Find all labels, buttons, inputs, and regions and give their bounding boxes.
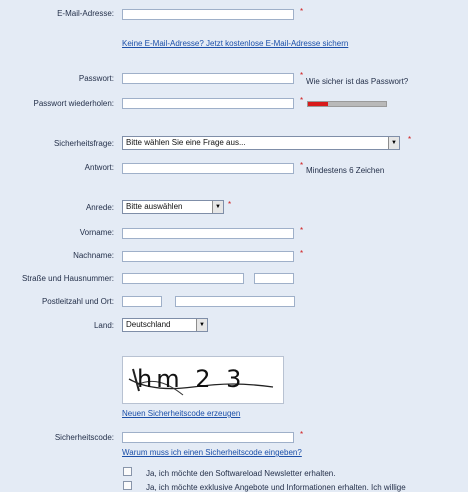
captcha-input[interactable]	[122, 432, 294, 443]
salutation-select[interactable]	[122, 200, 224, 214]
required-mark: *	[300, 226, 304, 235]
security-question-value: Bitte wählen Sie eine Frage aus...	[126, 138, 246, 147]
required-mark: *	[408, 135, 412, 144]
password-repeat-input[interactable]	[122, 98, 294, 109]
security-question-label: Sicherheitsfrage:	[53, 139, 114, 148]
dropdown-arrow-icon[interactable]: ▼	[196, 319, 207, 331]
zip-input[interactable]	[122, 296, 162, 307]
password-input[interactable]	[122, 73, 294, 84]
country-select[interactable]	[122, 318, 208, 332]
required-mark: *	[300, 249, 304, 258]
dropdown-arrow-icon[interactable]: ▼	[212, 201, 223, 213]
required-mark: *	[228, 200, 232, 209]
required-mark: *	[300, 161, 304, 170]
password-strength-fill	[308, 102, 328, 106]
captcha-text: hm 2 3	[137, 365, 246, 393]
email-input[interactable]	[122, 9, 294, 20]
password-label: Passwort:	[78, 74, 114, 83]
salutation-value: Bitte auswählen	[126, 202, 183, 211]
answer-input[interactable]	[122, 163, 294, 174]
newsletter-checkbox[interactable]	[123, 467, 132, 476]
city-input[interactable]	[175, 296, 295, 307]
offers-label: Ja, ich möchte exklusive Angebote und Informationen erhalten. Ich willige	[146, 483, 406, 492]
firstname-input[interactable]	[122, 228, 294, 239]
firstname-label: Vorname:	[79, 228, 114, 237]
street-input[interactable]	[122, 273, 244, 284]
house-number-input[interactable]	[254, 273, 294, 284]
zip-city-label: Postleitzahl und Ort:	[41, 297, 114, 306]
offers-checkbox[interactable]	[123, 481, 132, 490]
captcha-why-link[interactable]: Warum muss ich einen Sicherheitscode eingeben?	[122, 448, 302, 457]
password-repeat-label: Passwort wiederholen:	[33, 99, 114, 108]
dropdown-arrow-icon[interactable]: ▼	[388, 137, 399, 149]
street-label: Straße und Hausnummer:	[21, 274, 114, 283]
lastname-label: Nachname:	[73, 251, 114, 260]
country-label: Land:	[93, 321, 114, 330]
required-mark: *	[300, 430, 304, 439]
security-question-select[interactable]	[122, 136, 400, 150]
password-strength-hint: Wie sicher ist das Passwort?	[306, 77, 409, 86]
password-strength-meter	[307, 101, 387, 107]
salutation-label: Anrede:	[85, 203, 114, 212]
required-mark: *	[300, 7, 304, 16]
required-mark: *	[300, 71, 304, 80]
free-email-link[interactable]: Keine E-Mail-Adresse? Jetzt kostenlose E-Mail-Adresse sichern	[122, 39, 349, 48]
answer-hint: Mindestens 6 Zeichen	[306, 166, 385, 175]
required-mark: *	[300, 96, 304, 105]
captcha-label: Sicherheitscode:	[54, 433, 114, 442]
email-label: E-Mail-Adresse:	[57, 9, 114, 18]
new-captcha-link[interactable]: Neuen Sicherheitscode erzeugen	[122, 409, 241, 418]
captcha-image	[122, 356, 284, 404]
newsletter-label: Ja, ich möchte den Softwareload Newsletter erhalten.	[146, 469, 336, 478]
answer-label: Antwort:	[84, 163, 114, 172]
country-value: Deutschland	[126, 320, 171, 329]
lastname-input[interactable]	[122, 251, 294, 262]
